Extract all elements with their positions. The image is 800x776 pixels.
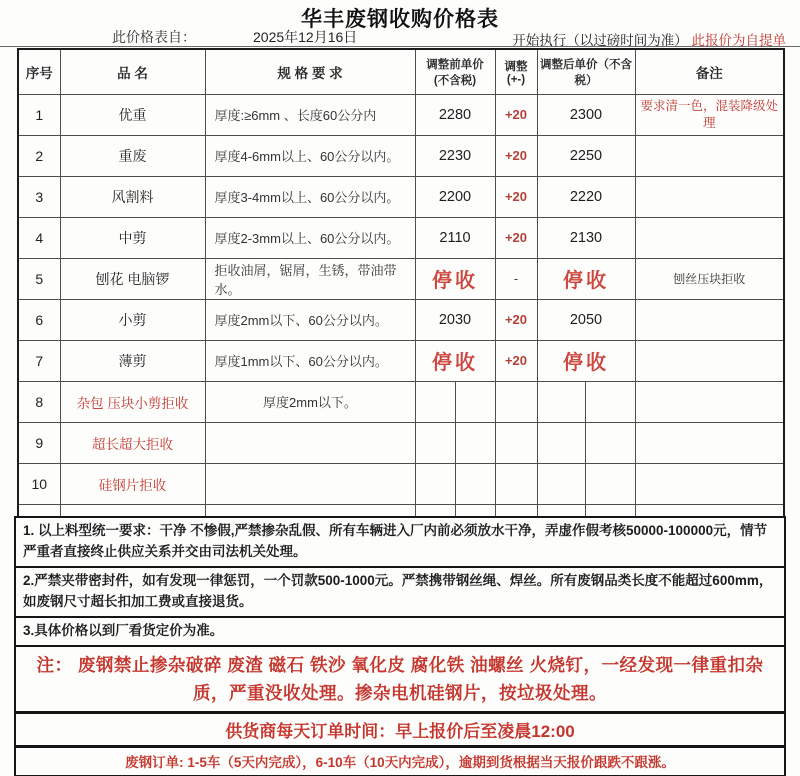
row-6-price-after: 2050 xyxy=(537,299,635,340)
note-1: 1. 以上料型统一要求：干净 不惨假,严禁掺杂乱假、所有车辆进入厂内前必须放水干净，弄虚作假考核50000-100000元，情节严重者直接终止供应关系并交由司法机关处理。 xyxy=(14,516,786,568)
row-6-name: 小剪 xyxy=(60,299,205,340)
row-7-adjust: +20 xyxy=(495,340,537,381)
table-row xyxy=(18,422,784,463)
row-3-spec: 厚度3-4mm以上、60公分以内。 xyxy=(205,176,415,217)
row-8-cell xyxy=(455,381,495,422)
notes-section xyxy=(14,516,786,776)
row-1-remark: 要求清一色，混装降级处理 xyxy=(635,94,784,135)
row-3-adjust: +20 xyxy=(495,176,537,217)
self-pickup-note: 此报价为自提单 xyxy=(691,33,786,48)
exec-note-group xyxy=(512,29,786,49)
col-header-before: 调整前单价 (不含税) xyxy=(415,49,495,94)
row-8-cell xyxy=(495,381,537,422)
row-9-cell xyxy=(585,422,635,463)
row-1-no: 1 xyxy=(18,94,60,135)
row-1-price-after: 2300 xyxy=(537,94,635,135)
row-9-name: 超长超大拒收 xyxy=(60,422,205,463)
row-8-cell xyxy=(415,381,455,422)
row-3-name: 风割料 xyxy=(60,176,205,217)
row-1-adjust: +20 xyxy=(495,94,537,135)
row-2-remark xyxy=(635,135,784,176)
row-4-adjust: +20 xyxy=(495,217,537,258)
row-9-cell xyxy=(455,422,495,463)
price-table xyxy=(17,48,785,518)
col-header-no: 序号 xyxy=(18,49,60,94)
row-9-cell xyxy=(415,422,455,463)
exec-note: 开始执行（以过磅时间为准） xyxy=(512,33,688,48)
row-9-spec xyxy=(205,422,415,463)
row-3-price-after: 2220 xyxy=(537,176,635,217)
row-6-price-before: 2030 xyxy=(415,299,495,340)
row-2-price-after: 2250 xyxy=(537,135,635,176)
row-10-remark xyxy=(635,463,784,504)
row-7-price-after: 停收 xyxy=(537,340,635,381)
row-5-price-before: 停收 xyxy=(415,258,495,299)
supplier-order-time: 供货商每天订单时间：早上报价后至凌晨12:00 xyxy=(14,711,786,748)
row-6-remark xyxy=(635,299,784,340)
order-completion-rule: 废钢订单: 1-5车（5天内完成），6-10车（10天内完成），逾期到货根据当天报价跟跌不跟涨。 xyxy=(14,748,786,776)
row-10-cell xyxy=(495,463,537,504)
row-7-name: 薄剪 xyxy=(60,340,205,381)
row-7-spec: 厚度1mm以下、60公分以内。 xyxy=(205,340,415,381)
row-9-remark xyxy=(635,422,784,463)
row-1-price-before: 2280 xyxy=(415,94,495,135)
row-9-cell xyxy=(495,422,537,463)
table-row xyxy=(18,340,784,381)
col-header-spec: 规 格 要 求 xyxy=(205,49,415,94)
row-2-spec: 厚度4-6mm以上、60公分以内。 xyxy=(205,135,415,176)
row-5-spec: 拒收油屑，锯屑，生锈，带油带水。 xyxy=(205,258,415,299)
row-4-remark xyxy=(635,217,784,258)
row-7-remark xyxy=(635,340,784,381)
row-10-cell xyxy=(455,463,495,504)
row-10-cell xyxy=(537,463,585,504)
col-header-after: 调整后单价（不含税） xyxy=(537,49,635,94)
row-5-adjust: - xyxy=(495,258,537,299)
row-3-no: 3 xyxy=(18,176,60,217)
row-4-no: 4 xyxy=(18,217,60,258)
row-4-name: 中剪 xyxy=(60,217,205,258)
row-10-no: 10 xyxy=(18,463,60,504)
row-5-no: 5 xyxy=(18,258,60,299)
table-row xyxy=(18,217,784,258)
row-10-cell xyxy=(585,463,635,504)
row-9-no: 9 xyxy=(18,422,60,463)
row-4-spec: 厚度2-3mm以上、60公分以内。 xyxy=(205,217,415,258)
row-6-spec: 厚度2mm以下、60公分以内。 xyxy=(205,299,415,340)
row-1-name: 优重 xyxy=(60,94,205,135)
col-header-name: 品 名 xyxy=(60,49,205,94)
row-8-name: 杂包 压块小剪拒收 xyxy=(60,381,205,422)
row-3-remark xyxy=(635,176,784,217)
table-row xyxy=(18,135,784,176)
row-1-spec: 厚度:≥6mm 、长度60公分内 xyxy=(205,94,415,135)
note-3: 3.具体价格以到厂看货定价为准。 xyxy=(14,616,786,647)
row-10-spec xyxy=(205,463,415,504)
col-header-remark: 备注 xyxy=(635,49,784,94)
row-8-cell xyxy=(585,381,635,422)
row-2-no: 2 xyxy=(18,135,60,176)
row-2-price-before: 2230 xyxy=(415,135,495,176)
row-8-no: 8 xyxy=(18,381,60,422)
row-2-name: 重废 xyxy=(60,135,205,176)
row-8-cell xyxy=(537,381,585,422)
table-row xyxy=(18,299,784,340)
table-row xyxy=(18,258,784,299)
row-2-adjust: +20 xyxy=(495,135,537,176)
row-7-price-before: 停收 xyxy=(415,340,495,381)
table-row xyxy=(18,463,784,504)
row-10-cell xyxy=(415,463,455,504)
row-8-remark xyxy=(635,381,784,422)
price-date-label: 此价格表自： xyxy=(112,29,196,45)
contamination-warning: 注： 废钢禁止掺杂破碎 废渣 磁石 铁沙 氧化皮 腐化铁 油螺丝 火烧钉，一经发现一律重扣杂质，严重没收处理。掺杂电机硅钢片，按垃圾处理。 xyxy=(14,645,786,713)
row-10-name: 硅钢片拒收 xyxy=(60,463,205,504)
table-row xyxy=(18,94,784,135)
row-5-name: 刨花 电脑锣 xyxy=(60,258,205,299)
row-9-cell xyxy=(537,422,585,463)
sheet-subheader xyxy=(0,26,800,47)
price-date: 2025年12月16日 xyxy=(253,29,358,45)
row-5-remark: 刨丝压块拒收 xyxy=(635,258,784,299)
header-row xyxy=(18,49,784,94)
row-5-price-after: 停收 xyxy=(537,258,635,299)
col-header-adjust: 调整 (+-) xyxy=(495,49,537,94)
sheet-title: 华丰废钢收购价格表 xyxy=(301,8,499,31)
row-6-no: 6 xyxy=(18,299,60,340)
row-4-price-before: 2110 xyxy=(415,217,495,258)
note-2: 2.严禁夹带密封件，如有发现一律惩罚，一个罚款500-1000元。严禁携带钢丝绳、焊丝。所有废钢品类长度不能超过600mm，如废钢尺寸超长扣加工费或直接退货。 xyxy=(14,566,786,618)
table-row xyxy=(18,176,784,217)
table-row xyxy=(18,381,784,422)
row-6-adjust: +20 xyxy=(495,299,537,340)
row-3-price-before: 2200 xyxy=(415,176,495,217)
row-8-spec: 厚度2mm以下。 xyxy=(205,381,415,422)
row-4-price-after: 2130 xyxy=(537,217,635,258)
row-7-no: 7 xyxy=(18,340,60,381)
